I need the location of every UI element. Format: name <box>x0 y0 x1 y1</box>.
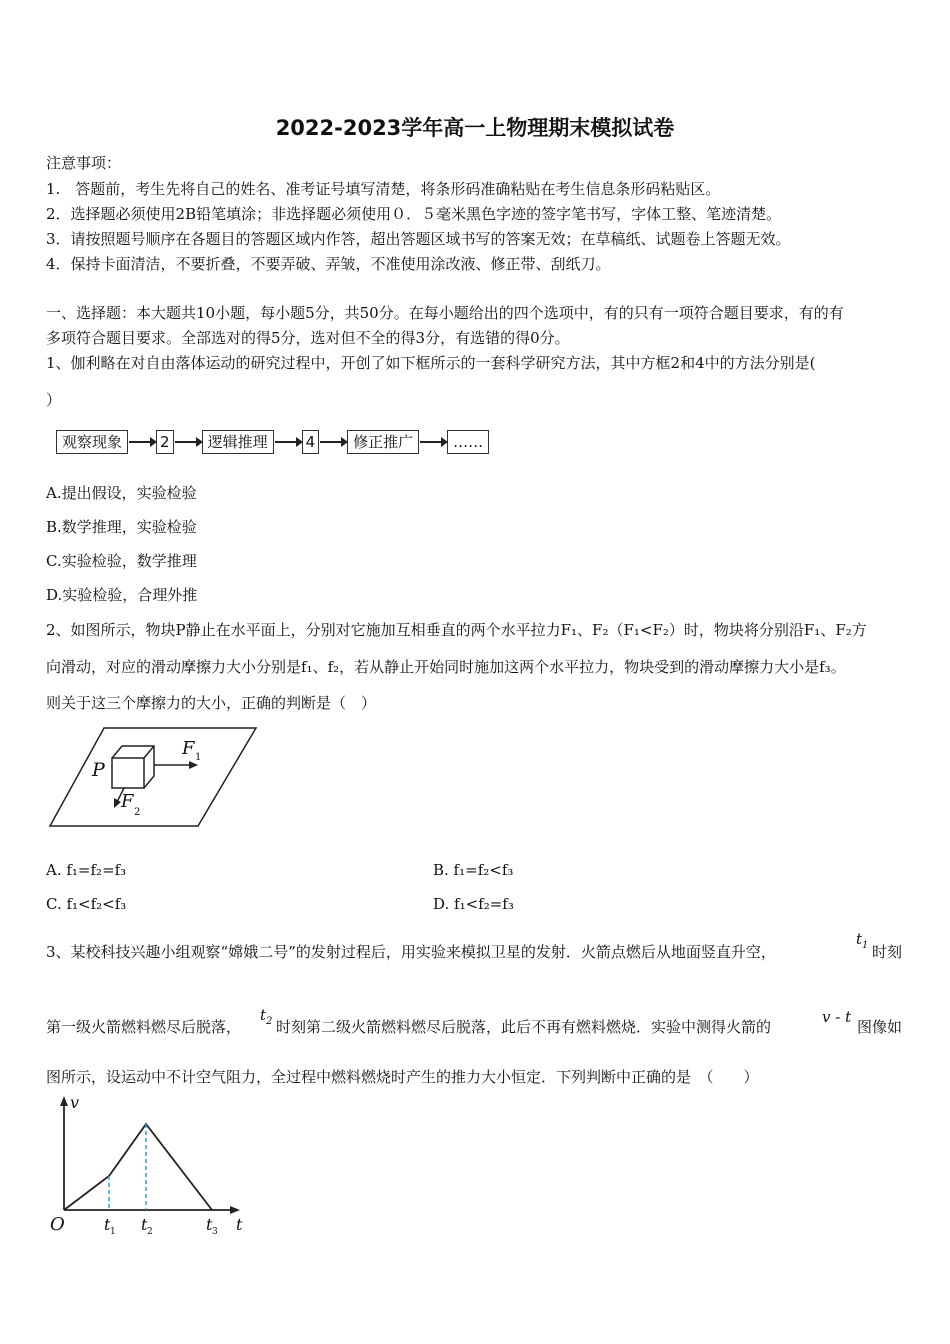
tick-label-t1: t <box>104 1215 111 1234</box>
q3-vt: v - t <box>822 1008 852 1026</box>
tick-sub-t3: 3 <box>212 1227 218 1237</box>
section-intro: 多项符合题目要求。全部选对的得5分，选对但不全的得3分，有选错的得0分。 <box>46 329 570 347</box>
label-f1-sub: 1 <box>195 752 202 763</box>
q1-option-d[interactable]: D.实验检验，合理外推 <box>46 586 198 604</box>
axis-label-v: v <box>70 1093 80 1112</box>
q1-flowchart <box>56 429 489 455</box>
origin-label: O <box>50 1214 65 1235</box>
q2-option-c[interactable]: C. f₁<f₂<f₃ <box>46 895 127 913</box>
notice-item: 4．保持卡面清洁，不要折叠，不要弄破、弄皱，不准使用涂改液、修正带、刮纸刀。 <box>46 255 611 273</box>
q2-stem: 向滑动，对应的滑动摩擦力大小分别是f₁、f₂，若从静止开始同时施加这两个水平拉力，物块受到的滑动摩擦力大小是f₃。 <box>46 658 846 676</box>
label-f1: F <box>182 738 195 759</box>
q3-stem: 时刻 <box>872 943 903 961</box>
flow-box: 逻辑推理 <box>202 430 274 454</box>
q1-stem-end: ） <box>46 391 62 409</box>
notice-item: 2．选择题必须使用2B铅笔填涂；非选择题必须使用０．５毫米黑色字迹的签字笔书写，字体工整、笔迹清楚。 <box>46 205 782 223</box>
q3-t2: $t_2$ <box>260 1006 273 1027</box>
tick-sub-t2: 2 <box>147 1227 153 1237</box>
notice-item: 3．请按照题号顺序在各题目的答题区域内作答，超出答题区域书写的答案无效；在草稿纸、试题卷上答题无效。 <box>46 230 791 248</box>
notice-item: 1. 答题前，考生先将自己的姓名、准考证号填写清楚，将条形码准确粘贴在考生信息条形码粘贴区。 <box>46 180 721 198</box>
q3-stem: 图像如 <box>857 1018 903 1036</box>
q3-t1: $t_1$ <box>856 930 869 951</box>
flow-box: 4 <box>302 430 320 454</box>
notice-heading: 注意事项： <box>46 154 122 172</box>
q2-stem: 则关于这三个摩擦力的大小，正确的判断是（ ） <box>46 694 377 712</box>
section-intro: 一、选择题：本大题共10小题，每小题5分，共50分。在每小题给出的四个选项中，有的只有一项符合题目要求，有的有 <box>46 304 844 322</box>
q3-stem: 图所示，设运动中不计空气阻力，全过程中燃料燃烧时产生的推力大小恒定．下列判断中正确的是 （ ） <box>46 1068 759 1086</box>
tick-label-t2: t <box>141 1215 148 1234</box>
label-p: P <box>92 759 105 781</box>
q1-option-a[interactable]: A.提出假设，实验检验 <box>46 484 197 502</box>
flow-arrow <box>320 441 346 443</box>
flow-arrow <box>175 441 201 443</box>
page-title: 2022-2023学年高一上物理期末模拟试卷 <box>275 116 675 140</box>
flow-arrow <box>129 441 155 443</box>
q2-option-d[interactable]: D. f₁<f₂=f₃ <box>433 895 514 913</box>
tick-sub-t1: 1 <box>110 1227 116 1237</box>
label-f2: F <box>121 791 134 812</box>
flow-arrow <box>420 441 446 443</box>
flow-box: 修正推广 <box>347 430 419 454</box>
q3-stem: 时刻第二级火箭燃料燃尽后脱落，此后不再有燃料燃烧．实验中测得火箭的 <box>276 1018 772 1036</box>
label-f2-sub: 2 <box>134 807 141 818</box>
flow-arrow <box>275 441 301 443</box>
axis-label-t: t <box>236 1215 243 1234</box>
q2-option-a[interactable]: A. f₁=f₂=f₃ <box>46 861 127 879</box>
q2-option-b[interactable]: B. f₁=f₂<f₃ <box>433 861 514 879</box>
q2-block-figure <box>46 722 261 832</box>
tick-label-t3: t <box>206 1215 213 1234</box>
q3-stem: 3、某校科技兴趣小组观察“嫦娥二号”的发射过程后，用实验来模拟卫星的发射．火箭点燃后从地面竖直升空， <box>46 943 776 961</box>
q2-stem: 2、如图所示，物块P静止在水平面上，分别对它施加互相垂直的两个水平拉力F₁、F₂（F₁<F₂）时，物块将分别沿F₁、F₂方 <box>46 621 867 639</box>
flow-box: …… <box>447 430 489 454</box>
q1-option-c[interactable]: C.实验检验，数学推理 <box>46 552 197 570</box>
q1-option-b[interactable]: B.数学推理，实验检验 <box>46 518 197 536</box>
flow-box: 2 <box>156 430 174 454</box>
q3-vt-graph <box>46 1092 256 1240</box>
q3-stem: 第一级火箭燃料燃尽后脱落， <box>46 1018 242 1036</box>
flow-box: 观察现象 <box>56 430 128 454</box>
q1-stem: 1、伽利略在对自由落体运动的研究过程中，开创了如下框所示的一套科学研究方法，其中方框2和4中的方法分别是( <box>46 354 816 372</box>
